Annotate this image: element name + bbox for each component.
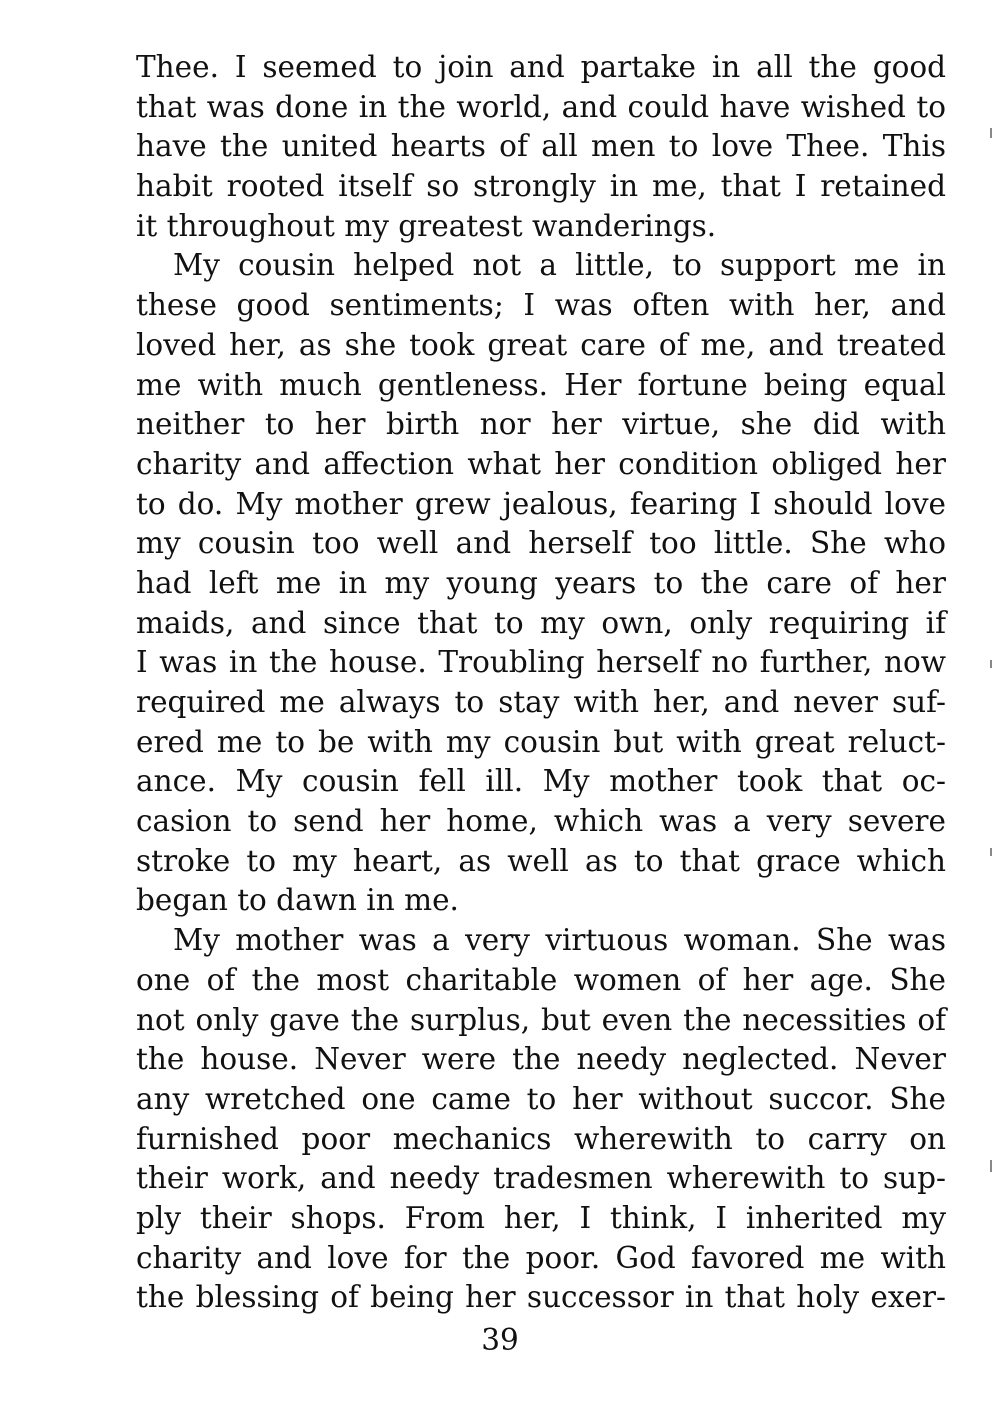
page-text xyxy=(136,48,946,1318)
paragraph-2 xyxy=(136,246,946,921)
text-line: My mother was a very virtuous woman. She was xyxy=(173,923,946,958)
text-line: have the united hearts of all men to love Thee. This xyxy=(136,129,946,164)
text-line: I was in the house. Troubling herself no further, now xyxy=(136,645,946,680)
text-line: charity and affection what her condition obliged her xyxy=(136,446,946,481)
text-line: ply their shops. From her, I think, I inherited my xyxy=(136,1200,946,1235)
text-line: ance. My cousin fell ill. My mother took that oc- xyxy=(136,764,946,799)
text-line: to do. My mother grew jealous, fearing I should love xyxy=(136,486,946,521)
text-line: one of the most charitable women of her age. She xyxy=(136,962,946,997)
margin-scan-mark xyxy=(990,1160,992,1172)
text-line: habit rooted itself so strongly in me, that I retained xyxy=(136,169,946,204)
text-line: furnished poor mechanics wherewith to carry on xyxy=(136,1121,946,1156)
text-line: casion to send her home, which was a very severe xyxy=(136,804,946,839)
text-line: ered me to be with my cousin but with great reluct- xyxy=(136,724,946,759)
paragraph-3 xyxy=(136,921,946,1318)
text-line: loved her, as she took great care of me, and treated xyxy=(136,327,946,362)
text-line: their work, and needy tradesmen wherewith to sup- xyxy=(136,1161,946,1196)
text-line: maids, and since that to my own, only requiring if xyxy=(136,605,946,640)
text-line: began to dawn in me. xyxy=(136,883,459,918)
text-line: me with much gentleness. Her fortune being equal xyxy=(136,367,946,402)
text-line: it throughout my greatest wanderings. xyxy=(136,208,717,243)
text-line: the house. Never were the needy neglected. Never xyxy=(136,1042,946,1077)
paragraph-1 xyxy=(136,48,946,246)
text-line: any wretched one came to her without succor. She xyxy=(136,1081,946,1116)
text-line: these good sentiments; I was often with her, and xyxy=(136,288,946,323)
text-line: my cousin too well and herself too little. She who xyxy=(136,526,946,561)
page-number: 39 xyxy=(481,1323,519,1357)
margin-scan-mark xyxy=(990,660,992,668)
text-line: the blessing of being her successor in that holy exer- xyxy=(136,1280,946,1315)
margin-scan-mark xyxy=(990,848,992,856)
margin-scan-mark xyxy=(990,128,992,138)
text-line: not only gave the surplus, but even the necessities of xyxy=(136,1002,946,1037)
text-line: Thee. I seemed to join and partake in all the good xyxy=(136,50,946,84)
text-line: neither to her birth nor her virtue, she did with xyxy=(136,407,946,442)
text-line: required me always to stay with her, and never suf- xyxy=(136,685,946,719)
text-line: had left me in my young years to the care of her xyxy=(136,565,946,600)
text-line: that was done in the world, and could have wished to xyxy=(136,89,946,124)
text-line: charity and love for the poor. God favored me with xyxy=(136,1240,946,1275)
text-line: My cousin helped not a little, to support me in xyxy=(173,248,946,283)
text-line: stroke to my heart, as well as to that grace which xyxy=(136,843,946,878)
